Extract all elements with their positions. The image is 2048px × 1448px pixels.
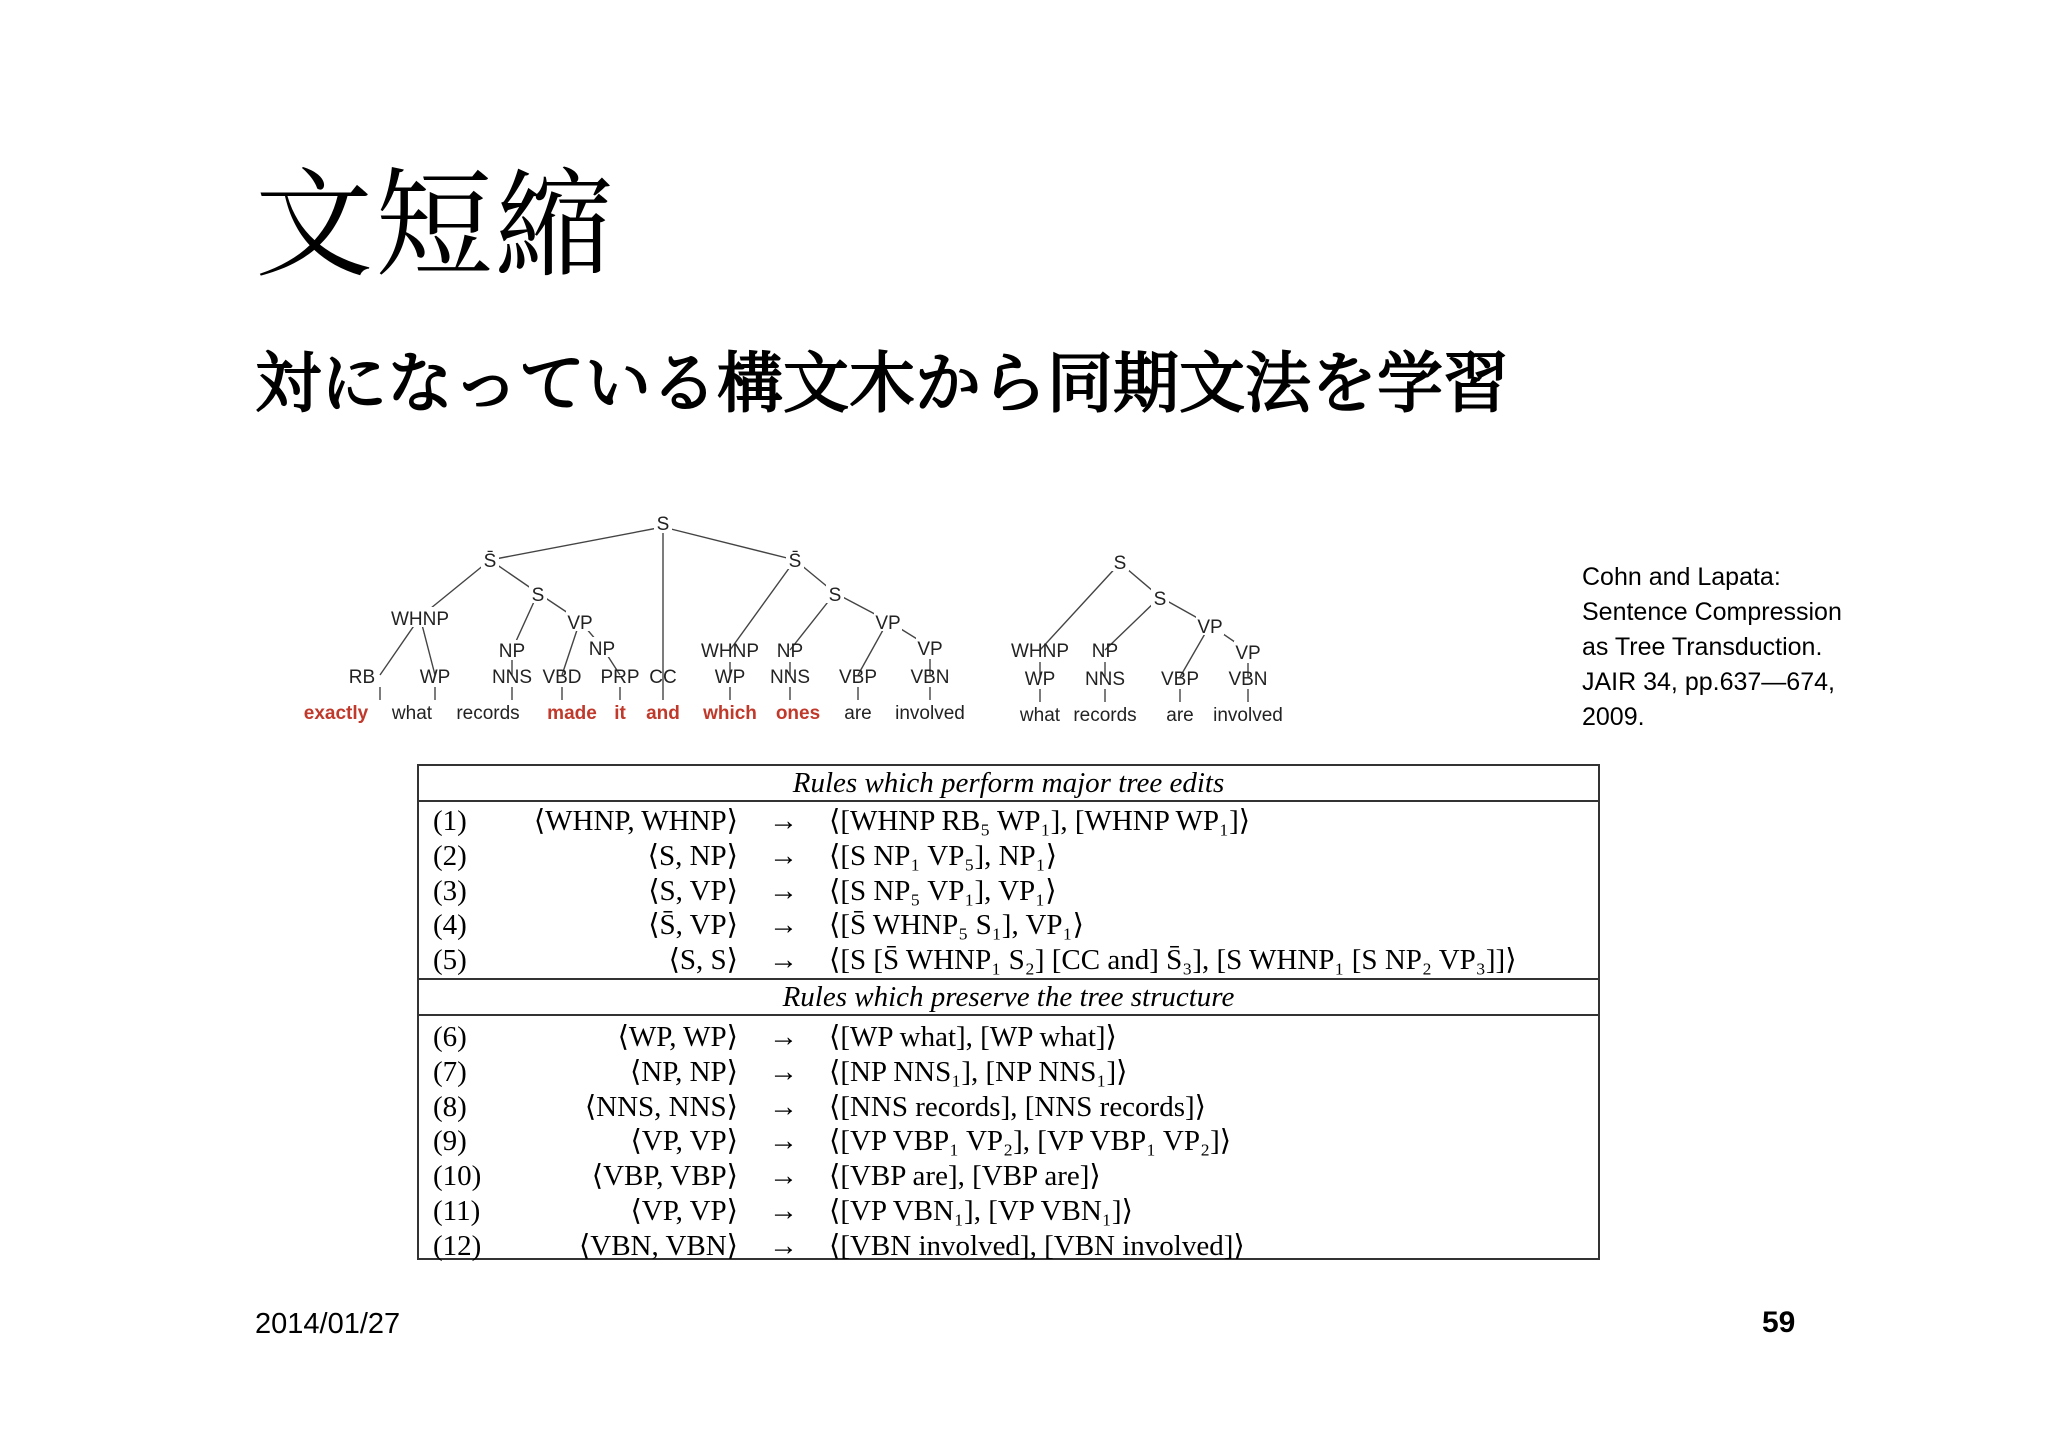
- rule-lhs: ⟨VBP, VBP⟩: [591, 1160, 738, 1193]
- rule-row: [419, 1124, 1598, 1159]
- rule-number: (10): [433, 1160, 482, 1193]
- rule-row: [419, 874, 1598, 909]
- arrow-icon: →: [769, 1125, 798, 1158]
- rule-number: (1): [433, 805, 467, 837]
- rules-section-preserve-structure: [419, 1016, 1598, 1264]
- citation-line: 2009.: [1582, 703, 1645, 731]
- source-word: are: [844, 703, 872, 724]
- node-vp: VP: [567, 613, 593, 634]
- rule-lhs: ⟨VP, VP⟩: [630, 1125, 738, 1158]
- rules-table: [417, 764, 1600, 1260]
- rule-row: [419, 1229, 1598, 1264]
- arrow-icon: →: [769, 944, 798, 977]
- rule-row: [419, 1159, 1598, 1194]
- citation-line: Cohn and Lapata:: [1582, 563, 1781, 591]
- rule-number: (12): [433, 1229, 482, 1262]
- arrow-icon: →: [769, 1090, 798, 1123]
- rule-number: (3): [433, 874, 467, 907]
- rule-row: [419, 1055, 1598, 1090]
- rule-rhs: ⟨[S NP₁ VP₅], NP₁⟩: [829, 839, 1058, 872]
- rule-number: (4): [433, 909, 467, 942]
- node-whnp: WHNP: [700, 641, 760, 662]
- node-rb: RB: [348, 667, 376, 688]
- rule-row: [419, 804, 1598, 839]
- node-sbar: S̄: [483, 551, 497, 572]
- rule-lhs: ⟨VBN, VBN⟩: [578, 1229, 738, 1262]
- target-node-vp: VP: [1197, 617, 1223, 638]
- parse-tree-diagram: [290, 505, 1340, 765]
- node-vp: VP: [875, 613, 901, 634]
- node-vbd: VBD: [542, 667, 582, 688]
- node-vp: VP: [917, 639, 943, 660]
- node-wp: WP: [714, 667, 746, 688]
- source-word-deleted: which: [703, 703, 757, 724]
- citation: [1582, 560, 1842, 735]
- section-title: Rules which preserve the tree structure: [419, 978, 1598, 1016]
- rule-number: (5): [433, 944, 467, 977]
- rule-lhs: ⟨NP, NP⟩: [629, 1055, 738, 1088]
- target-word: involved: [1213, 705, 1283, 726]
- rule-lhs: ⟨WP, WP⟩: [617, 1020, 738, 1053]
- rule-row: [419, 908, 1598, 943]
- rule-rhs: ⟨[WP what], [WP what]⟩: [829, 1020, 1117, 1053]
- source-word: involved: [895, 703, 965, 724]
- slide-title: 文短縮: [255, 156, 616, 294]
- rule-rhs: ⟨[S̄ WHNP₅ S₁], VP₁⟩: [829, 909, 1084, 942]
- arrow-icon: →: [769, 1160, 798, 1193]
- page-number: 59: [1762, 1306, 1796, 1339]
- target-node-s: S: [1113, 553, 1127, 574]
- rule-row: [419, 1194, 1598, 1229]
- rule-lhs: ⟨WHNP, WHNP⟩: [533, 805, 738, 837]
- citation-line: Sentence Compression: [1582, 598, 1842, 626]
- node-s: S: [828, 585, 842, 606]
- rule-row: [419, 1020, 1598, 1055]
- node-wp: WP: [419, 667, 451, 688]
- rule-rhs: ⟨[NP NNS₁], [NP NNS₁]⟩: [829, 1055, 1128, 1088]
- arrow-icon: →: [769, 874, 798, 907]
- arrow-icon: →: [769, 1055, 798, 1088]
- rule-rhs: ⟨[VP VBN₁], [VP VBN₁]⟩: [829, 1194, 1133, 1227]
- node-np: NP: [588, 639, 616, 660]
- node-prp: PRP: [600, 667, 640, 688]
- rule-number: (6): [433, 1020, 467, 1053]
- node-s: S: [531, 585, 545, 606]
- rule-number: (9): [433, 1125, 467, 1158]
- source-word-deleted: made: [547, 703, 597, 724]
- slide-date: 2014/01/27: [255, 1308, 401, 1340]
- arrow-icon: →: [769, 1229, 798, 1262]
- arrow-icon: →: [769, 1020, 798, 1053]
- arrow-icon: →: [769, 909, 798, 942]
- node-np: NP: [498, 641, 526, 662]
- node-nns: NNS: [491, 667, 533, 688]
- rule-rhs: ⟨[VBP are], [VBP are]⟩: [829, 1160, 1101, 1193]
- rule-rhs: ⟨[S [S̄ WHNP₁ S₂] [CC and] S̄₃], [S WHNP₁ [S NP₂ VP₃]]⟩: [829, 944, 1517, 977]
- rule-lhs: ⟨S̄, VP⟩: [648, 909, 738, 942]
- rule-number: (8): [433, 1090, 467, 1123]
- target-node-np: NP: [1091, 641, 1119, 662]
- target-word: records: [1073, 705, 1137, 726]
- rule-rhs: ⟨[S NP₅ VP₁], VP₁⟩: [829, 874, 1057, 907]
- rule-rhs: ⟨[WHNP RB₅ WP₁], [WHNP WP₁]⟩: [829, 805, 1251, 837]
- target-word: are: [1166, 705, 1194, 726]
- node-vbn: VBN: [910, 667, 950, 688]
- rule-lhs: ⟨VP, VP⟩: [630, 1194, 738, 1227]
- node-nns: NNS: [769, 667, 811, 688]
- rule-lhs: ⟨NNS, NNS⟩: [584, 1090, 738, 1123]
- citation-line: JAIR 34, pp.637—674,: [1582, 668, 1835, 696]
- source-word-deleted: ones: [775, 703, 821, 724]
- arrow-icon: →: [769, 805, 798, 837]
- rule-row: [419, 839, 1598, 874]
- rule-lhs: ⟨S, S⟩: [668, 944, 738, 977]
- node-whnp: WHNP: [390, 609, 450, 630]
- target-node-nns: NNS: [1084, 669, 1126, 690]
- node-cc: CC: [649, 667, 677, 688]
- rule-lhs: ⟨S, NP⟩: [647, 839, 738, 872]
- source-word-deleted: exactly: [303, 703, 369, 724]
- target-node-s: S: [1153, 589, 1167, 610]
- target-node-whnp: WHNP: [1010, 641, 1070, 662]
- rule-row: [419, 1090, 1598, 1125]
- rule-number: (11): [433, 1194, 481, 1227]
- source-word-deleted: and: [646, 703, 680, 724]
- section-title: Rules which perform major tree edits: [419, 766, 1598, 802]
- rule-lhs: ⟨S, VP⟩: [648, 874, 738, 907]
- node-s: S: [656, 514, 670, 535]
- source-word-deleted: it: [614, 703, 626, 724]
- target-node-vbn: VBN: [1228, 669, 1268, 690]
- arrow-icon: →: [769, 839, 798, 872]
- citation-line: as Tree Transduction.: [1582, 633, 1823, 661]
- node-np: NP: [776, 641, 804, 662]
- target-node-vp: VP: [1235, 643, 1261, 664]
- node-sbar: S̄: [788, 551, 802, 572]
- slide-subtitle: 対になっている構文木から同期文法を学習: [255, 345, 1509, 422]
- arrow-icon: →: [769, 1194, 798, 1227]
- rule-number: (7): [433, 1055, 467, 1088]
- node-vbp: VBP: [838, 667, 878, 688]
- target-word: what: [1019, 705, 1061, 726]
- rules-section-major-edits: [419, 802, 1598, 978]
- rule-rhs: ⟨[NNS records], [NNS records]⟩: [829, 1090, 1206, 1123]
- target-node-wp: WP: [1024, 669, 1056, 690]
- rule-rhs: ⟨[VBN involved], [VBN involved]⟩: [829, 1229, 1245, 1262]
- source-word: records: [456, 703, 520, 724]
- rule-number: (2): [433, 839, 467, 872]
- rule-row: [419, 943, 1598, 978]
- source-word: what: [391, 703, 433, 724]
- target-node-vbp: VBP: [1160, 669, 1200, 690]
- rule-rhs: ⟨[VP VBP₁ VP₂], [VP VBP₁ VP₂]⟩: [829, 1125, 1232, 1158]
